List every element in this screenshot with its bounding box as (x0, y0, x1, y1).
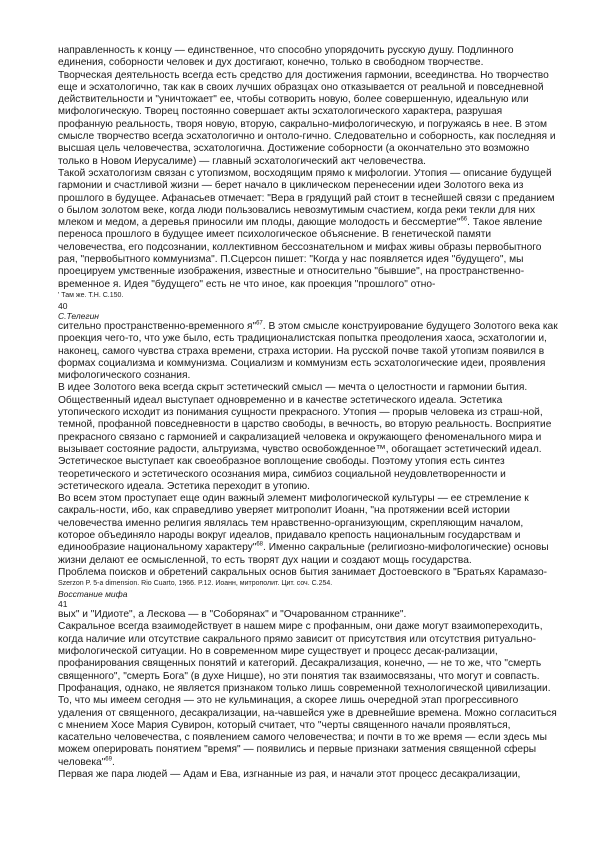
paragraph: вых" и "Идиоте", а Лескова — в "Соборянах" и "Очарованном страннике". (58, 609, 407, 621)
paragraph-text: Сакральное всегда взаимодействует в нашем мире с профанным, они даже могут взаимопереходить, когда наличие или отсутствие сакрального прямо зависит от присутствия или отсутствия ритуально-мифологической ситуации. Но в современном мире существует и процесс десак-рализации, профанирования священных понятий и категорий. Десакрализация, конечно, — не то же, что "смерть священного", "смерть Бога" (в духе Ницше), но эти понятия так взаимосвязаны, что могут и совпасть. Профанация, однако, не является признаком только лишь современной технологической цивилизации. То, что мы имеем сегодня — это не кульминация, а скорее лишь очередной этап прогрессивного удаления от священного, десакрализации, на-чавшейся уже в древнейшие времена. Можно согласиться с мнением Хосе Мария Сувирон, который считает, что "черты священного начали проявляться, касательно человечества, с появлением самого человечества; и почти в то же время — если здесь мы можем оперировать понятием "время" — появились и первые признаки затмения священной сферы человека" (58, 621, 557, 768)
paragraph-text: . (111, 756, 115, 768)
footnote-ref: 69 (105, 756, 112, 763)
paragraph (58, 168, 558, 291)
paragraph: направленность к концу — единственное, что способно упорядочить русскую душу. Подлинного единения, соборности человек и дух достигают, конечно, только в свободном творчестве. (58, 45, 514, 69)
page-number: 41 (58, 599, 68, 610)
paragraph: В идее Золотого века всегда скрыт эстетический смысл — мечта о целостности и гармонии бытия. Общественный идеал выступает одновременно и в качестве эстетического идеала. Эстетика утопического исходит из понимания сущности прекрасного. Утопия — прорыв человека из страш-ной, темной, профанной повседневности в царство свободы, в вечность, во вторую реальность. Восприятие прекрасного связано с гармонией и сакрализацией человека и окружающего феноменального мира и вызывает состояние радости, альтруизма, чувство освобожденное™, обогащает эстетический идеал. Эстетическое выступает как своеобразное воплощение свободы. Поэтому утопия есть синтез теоретического и эстетического осознания мира, симбиоз социальной неудовлетворенности и эстетического идеала. Эстетика переходит в утопию. (58, 382, 552, 492)
paragraph-text: сительно пространственно-временного я" (58, 320, 257, 332)
paragraph: Первая же пара людей — Адам и Ева, изгнанные из рая, и начали этот процесс десакрализации, (58, 769, 521, 781)
paragraph-text: . В этом смысле конструирование будущего Золотого века как проекция чего-то, что уже было, есть традиционалистская попытка преодоления хаоса, эсхатологии и, наконец, самого чувства страха времени, страха истории. На русской почве такой утопизм появился в формах социализма и коммунизма. Социализм и коммунизм есть эсхатологические идеи, проявления мифологического сознания. (58, 320, 558, 382)
paragraph (58, 321, 558, 382)
paragraph: Творческая деятельность всегда есть средство для достижения гармонии, всеединства. Но творчество еще и эсхатологично, так как в своих лучших образцах оно отказывается от реальной и повседневной действительности и "уничтожает" ее, чтобы сотворить новую, более совершенную, идеальную или мифологическую. Творец постоянно совершает акты эсхатологического характера, разрушая профанную реальность, творя новую, вторую, сакрально-мифологическую, и погружаясь в нее. В этом смысле творчество всегда эсхатологично и онтоло-гично. Следовательно и соборность, как последняя и высшая цель человечества, эсхатологична. Достижение соборности (а окончательно это возможно только в Новом Иерусалиме) — главный эсхатологический акт человечества. (58, 69, 556, 167)
paragraph-text: Такой эсхатологизм связан с утопизмом, восходящим прямо к мифологии. Утопия — описание будущей гармонии и счастливой жизни — берет начало в циклическом перенесении идеи Золотого века из прошлого в будущее. Афанасьев отмечает: "Вера в грядущий рай стоит в теснейшей связи с преданием о былом золотом веке, когда люди пользовались невозмутимым счастием, когда реки текли для них млеком и медом, а деревья приносили им плоды, дающие молодость и бессмертие" (58, 167, 555, 229)
footnote: ' Там же. Т.Н. С.150. (58, 291, 124, 299)
paragraph (58, 493, 558, 567)
paragraph-text: . Такое явление переноса прошлого в будущее имеет психологическое объяснение. В генетической памяти человечества, его подсознании, коллективном бессознательном и мифах живы образы первобытного рая, "первобытного коммунизма". П.Сцерсон пишет: "Когда у нас появляется идея "будущего", мы проецируем умственные изображения, известные и относительно "бывшие", на пространственно-временное я. Идея "будущего" есть не что иное, как проекция "прошлого" отно- (58, 217, 543, 290)
footnote-ref: 66 (460, 216, 468, 223)
document-page (58, 45, 558, 781)
footnote: Szerzon P. 5-a dimension. Rio Cuarto, 1966. P.12. Иоанн, митрополит. Цит. соч. С.254. (58, 580, 333, 588)
paragraph (58, 621, 558, 769)
footnote-ref: 68 (256, 541, 264, 548)
paragraph-text: Во всем этом проступает еще один важный элемент мифологической культуры — ее стремление к сакраль-ности, ибо, как справедливо уверяет митрополит Иоанн, "на протяжении всей истории человечества именно религия являлась тем нравственно-организующим, скрепляющим началом, которое объединяло народы вокруг идеалов, придавало крепость национальным государствам и единообразие национальному характеру" (58, 493, 529, 554)
page-number: 40 (58, 300, 68, 311)
paragraph: Проблема поисков и обретений сакральных основ бытия занимает Достоевского в "Братьях Карамазо- (58, 566, 548, 578)
footnote-ref: 67 (256, 320, 263, 327)
paragraph-text: . Именно сакральные (религиозно-мифологические) основы жизни делают ее осмысленной, то есть творят дух нации и создают мощь государства. (58, 542, 549, 566)
running-head: С.Телегин (58, 310, 99, 321)
running-head: Восстание мифа (58, 589, 128, 600)
